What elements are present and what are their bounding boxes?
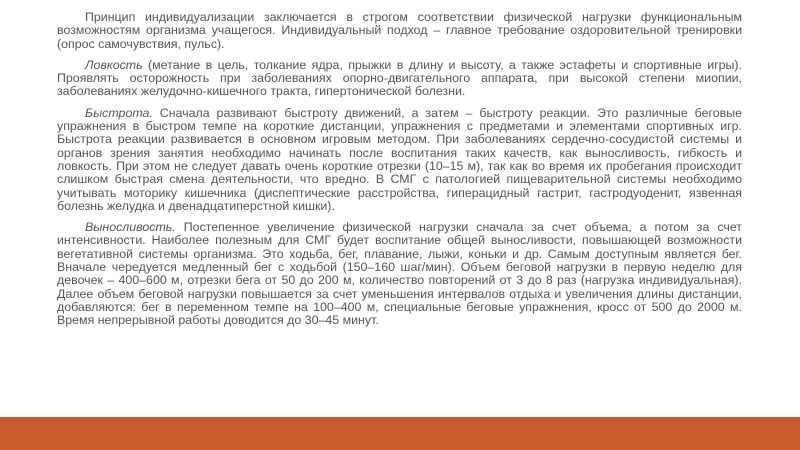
text-body bbox=[57, 11, 742, 336]
paragraph-term: Выносливость. bbox=[85, 220, 176, 235]
paragraph-agility bbox=[57, 59, 742, 99]
paragraph-term: Быстрота. bbox=[85, 105, 153, 120]
bottom-accent-bar bbox=[0, 417, 800, 450]
paragraph-speed bbox=[57, 107, 742, 213]
paragraph-term: Ловкость bbox=[85, 57, 143, 72]
paragraph-text: Сначала развивают быстроту движений, а затем – быстроту реакции. Это различные беговые упражнения в быстром темпе на короткие дистанции, упражнения с предметами и элементами спортивных игр. Быстрота реакции развивается в основном игровым методом. При заболеваниях сердечно-сосудистой системы и органов зрения занятия необходимо начинать после воспитания таких качеств, как выносливость, гибкость и ловкость. При этом не следует давать очень короткие отрезки (10–15 м), так как во время их пробегания происходит слишком быстрая смена деятельности, что вредно. В СМГ с патологией пищеварительной системы необходимо учитывать моторику кишечника (диспептические расстройства, гиперацидный гастрит, гастродуоденит, язвенная болезнь желудка и двенадцатиперстной кишки). bbox=[57, 105, 742, 213]
paragraph-individualization bbox=[57, 11, 742, 51]
paragraph-text: Постепенное увеличение физической нагрузки сначала за счет объема, а потом за счет интенсивности. Наиболее полезным для СМГ будет воспитание общей выносливости, повышающей возможности вегетативной системы организма. Это ходьба, бег, плавание, лыжи, коньки и др. Самым доступным является бег. Вначале чередуется медленный бег с ходьбой (150–160 шаг/мин). Объем беговой нагрузки в первую неделю для девочек – 400–600 м, отрезки бега от 50 до 200 м, количество повторений от 3 до 8 раз (нагрузка индивидуальная). Далее объем беговой нагрузки повышается за счет уменьшения интервалов отдыха и увеличения длины дистанции, добавляются: бег в переменном темпе на 100–400 м, специальные беговые упражнения, кросс от 500 до 2000 м. Время непрерывной работы доводится до 30–45 минут. bbox=[57, 220, 742, 328]
paragraph-text: Принцип индивидуализации заключается в строгом соответствии физической нагрузки функциональным возможностям организма учащегося. Индивидуальный подход – главное требование оздоровительной тренировки (опрос самочувствия, пульс). bbox=[57, 10, 742, 51]
paragraph-text: (метание в цель, толкание ядра, прыжки в длину и высоту, а также эстафеты и спортивные игры). Проявлять осторожность при заболеваниях опорно-двигательного аппарата, при высокой степени миопии, заболеваниях желудочно-кишечного тракта, гипертонической болезни. bbox=[57, 57, 742, 99]
paragraph-endurance bbox=[57, 221, 742, 327]
